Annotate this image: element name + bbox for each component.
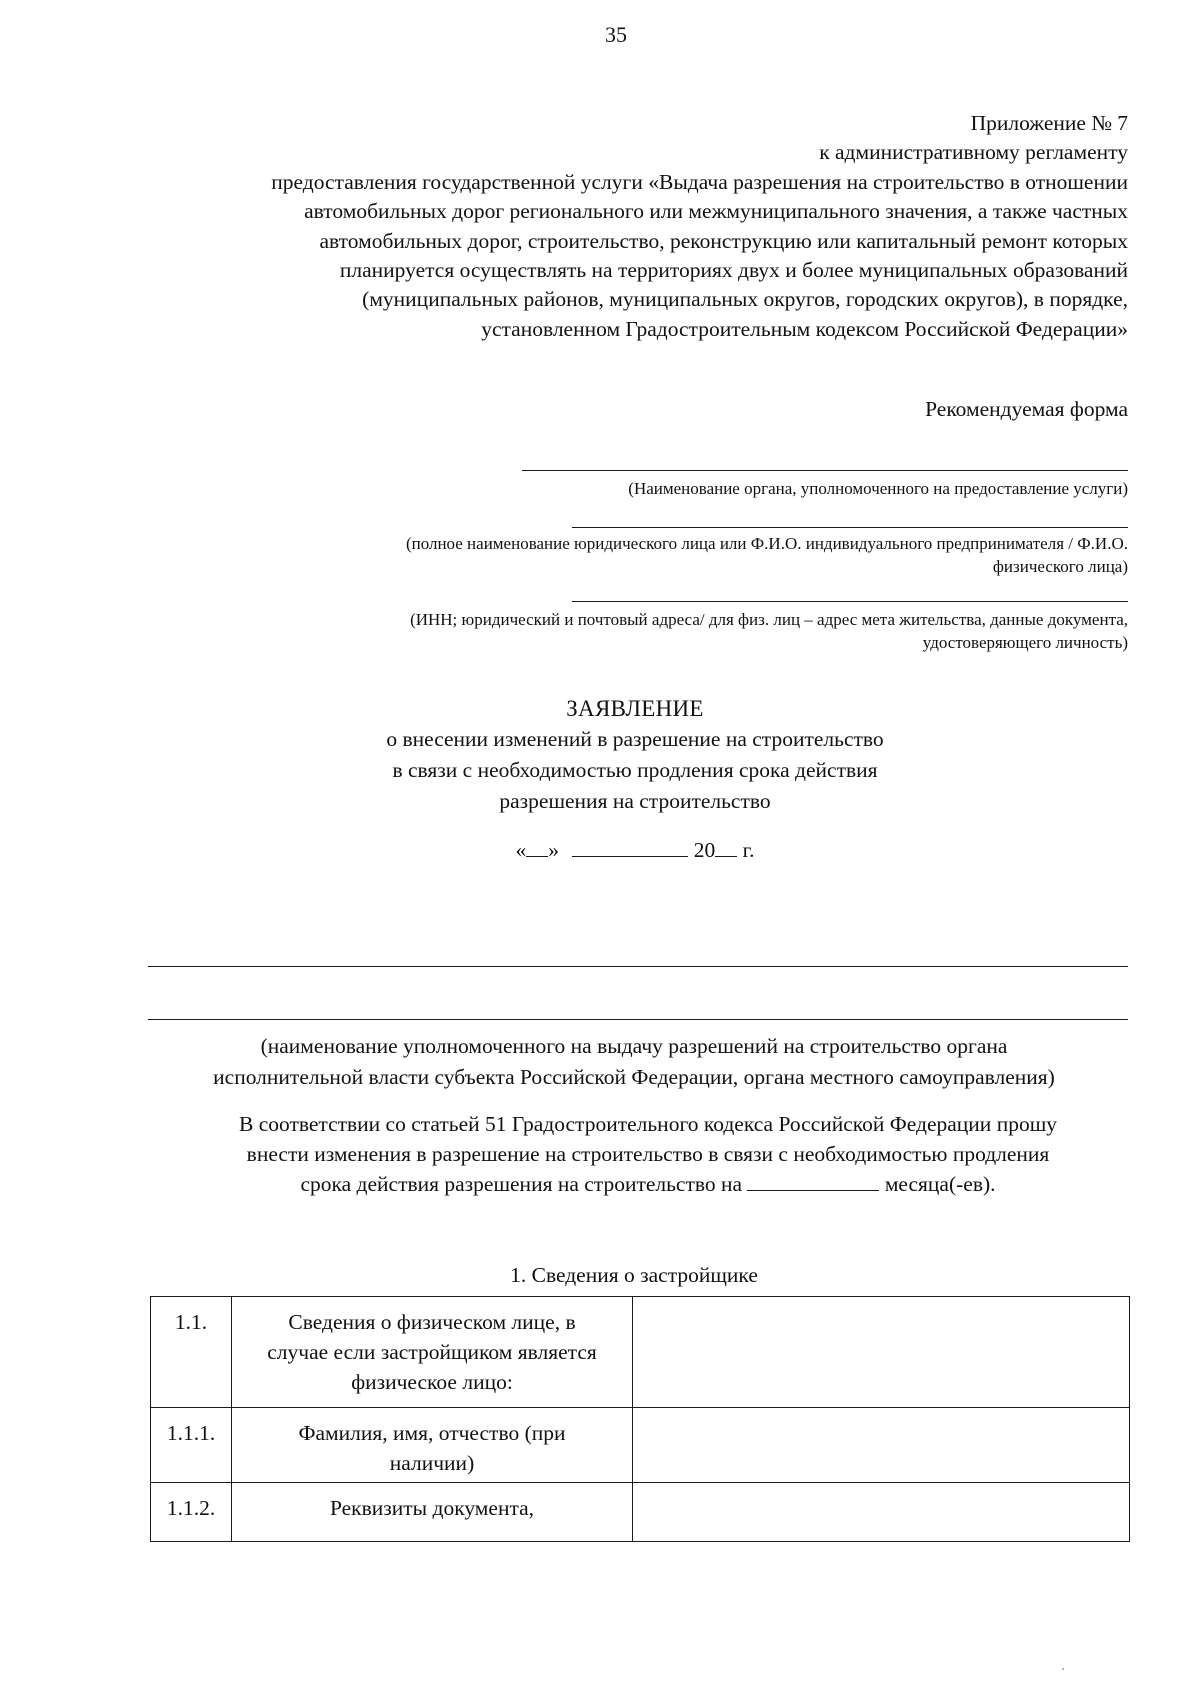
year-prefix: 20 (693, 838, 716, 862)
date-close-quote: » (548, 838, 560, 862)
year-field[interactable] (715, 836, 737, 857)
appendix-line: планируется осуществлять на территориях двух и более муниципальных образований (339, 258, 1128, 283)
table-row (151, 1408, 1130, 1483)
month-field[interactable] (572, 836, 688, 857)
statement-subtitle-line: в связи с необходимостью продления срока действия (392, 758, 878, 782)
appendix-title: Приложение № 7 (970, 111, 1128, 135)
applicant-name-field[interactable] (572, 527, 1128, 528)
issuing-authority-field-line-2[interactable] (148, 1019, 1128, 1020)
table-row (151, 1297, 1130, 1408)
row-value-cell[interactable] (633, 1483, 1130, 1542)
row-label: Реквизиты документа, (232, 1483, 633, 1542)
row-value-cell[interactable] (633, 1297, 1130, 1408)
row-label: Сведения о физическом лице, в случае если застройщиком является физическое лицо: (232, 1297, 633, 1408)
statement-title-block (0, 693, 1200, 817)
appendix-line: (муниципальных районов, муниципальных округов, городских округов), в порядке, (362, 287, 1128, 312)
row-number: 1.1.1. (151, 1408, 232, 1483)
statement-subtitle-line: о внесении изменений в разрешение на строительство (386, 727, 884, 751)
row-label: Фамилия, имя, отчество (при наличии) (232, 1408, 633, 1483)
applicant-address-field[interactable] (572, 601, 1128, 602)
applicant-address-caption: (ИНН; юридический и почтовый адреса/ для физ. лиц – адрес мета жительства, данные документа, удостоверяющего личность) (410, 610, 1128, 652)
appendix-reference (140, 109, 1128, 344)
section-title: 1. Сведения о застройщике (510, 1263, 758, 1287)
row-number: 1.1. (151, 1297, 232, 1408)
date-open-quote: « (515, 838, 527, 862)
appendix-line: предоставления государственной услуги «Выдача разрешения на строительство в отношении (271, 169, 1128, 194)
day-field[interactable] (526, 836, 548, 857)
date-line (0, 836, 1200, 863)
authority-name-caption: (Наименование органа, уполномоченного на предоставление услуги) (628, 479, 1128, 498)
page-number: 35 (605, 22, 627, 47)
months-count-field[interactable] (747, 1170, 879, 1191)
row-value-cell[interactable] (633, 1408, 1130, 1483)
scan-speck (1062, 1668, 1064, 1670)
request-paragraph: В соответствии со статьей 51 Градостроительного кодекса Российской Федерации прошу внести изменения в разрешение на строительство в связи с необходимостью продления срока действия разрешения на строительство на месяца(-ев). (238, 1112, 1058, 1196)
developer-info-table (150, 1296, 1130, 1542)
appendix-line: установленном Градостроительным кодексом Российской Федерации» (481, 316, 1128, 341)
table-row (151, 1483, 1130, 1542)
appendix-line: автомобильных дорог, строительство, реконструкцию или капитальный ремонт которых (319, 228, 1128, 253)
statement-subtitle-line: разрешения на строительство (499, 789, 771, 813)
issuing-authority-field-line-1[interactable] (148, 966, 1128, 967)
authority-name-field[interactable] (522, 470, 1128, 471)
appendix-line: к административному регламенту (819, 140, 1128, 165)
row-number: 1.1.2. (151, 1483, 232, 1542)
statement-title: ЗАЯВЛЕНИЕ (566, 696, 704, 721)
year-suffix: г. (742, 838, 755, 862)
issuing-authority-caption: (наименование уполномоченного на выдачу разрешений на строительство органа исполнительной власти субъекта Российской Федерации, органа местного самоуправления) (213, 1034, 1055, 1089)
applicant-name-caption: (полное наименование юридического лица или Ф.И.О. индивидуального предпринимателя / Ф.И.О. физического лица) (405, 534, 1128, 576)
recommended-form-label: Рекомендуемая форма (925, 397, 1128, 421)
appendix-line: автомобильных дорог регионального или межмуниципального значения, а также частных (304, 199, 1128, 224)
